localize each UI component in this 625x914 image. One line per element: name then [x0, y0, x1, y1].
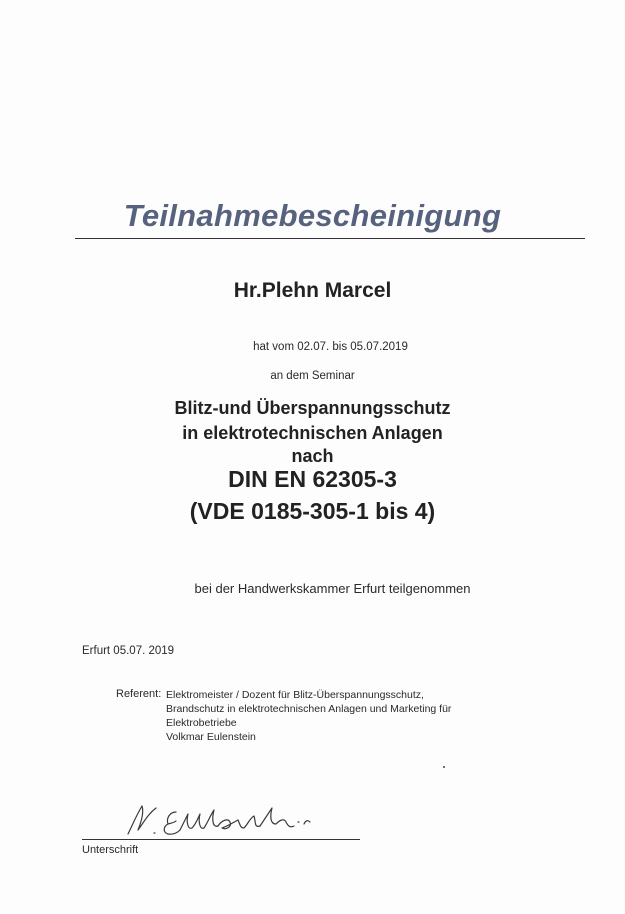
referent-line-1: Elektromeister / Dozent für Blitz-Überspannungsschutz, [166, 689, 424, 701]
seminar-standard-vde: (VDE 0185-305-1 bis 4) [189, 498, 436, 524]
referent-line-2: Brandschutz in elektrotechnischen Anlagen und Marketing für [166, 703, 452, 715]
referent-line-4: Volkmar Eulenstein [166, 731, 256, 743]
seminar-title-line-3: nach [291, 446, 334, 466]
seminar-title-line-2: in elektrotechnischen Anlagen [182, 423, 443, 443]
seminar-title-line-1: Blitz-und Überspannungsschutz [174, 398, 451, 418]
signature-line [82, 839, 360, 840]
seminar-intro: an dem Seminar [270, 370, 355, 382]
date-range-text: hat vom 02.07. bis 05.07.2019 [253, 341, 408, 353]
stray-dot [443, 766, 445, 768]
title-underline [75, 238, 585, 239]
referent-label: Referent: [116, 688, 162, 700]
handwritten-signature [118, 800, 318, 844]
referent-details [166, 688, 451, 744]
participant-name: Hr.Plehn Marcel [233, 279, 392, 302]
referent-line-3: Elektrobetriebe [166, 717, 237, 729]
seminar-standard: DIN EN 62305-3 [228, 466, 397, 492]
place-date: Erfurt 05.07. 2019 [82, 645, 175, 657]
certificate-title: Teilnahmebescheinigung [123, 198, 502, 233]
signature-label: Unterschrift [82, 844, 139, 856]
participation-text: bei der Handwerkskammer Erfurt teilgenommen [194, 581, 471, 596]
